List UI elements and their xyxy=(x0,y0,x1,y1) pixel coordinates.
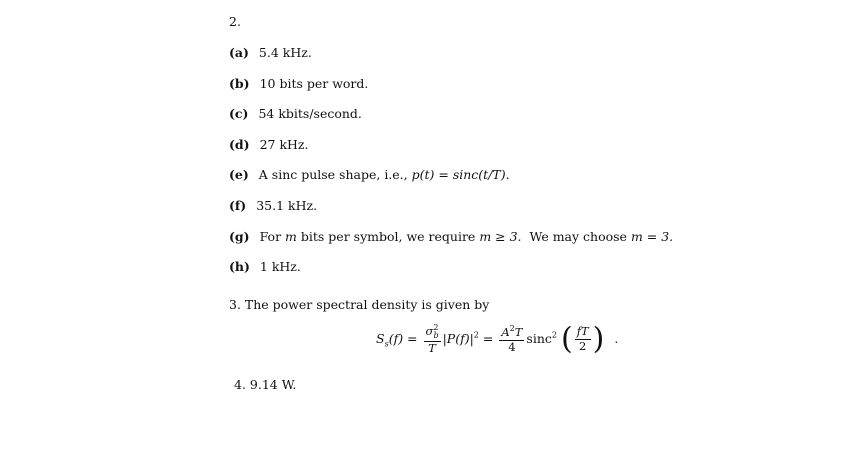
part-text: 5.4 kHz. xyxy=(258,45,312,60)
part-text: 1 kHz. xyxy=(259,259,301,274)
fraction-denominator: 4 xyxy=(508,339,516,354)
part-text: 54 kbits/second. xyxy=(258,106,362,121)
part-a xyxy=(229,45,312,60)
eq-lhs: S xyxy=(376,330,385,346)
part-label: (d) xyxy=(229,137,250,152)
part-label: (g) xyxy=(229,229,250,244)
fraction-sigma-over-t xyxy=(424,324,441,355)
t-symbol: T xyxy=(514,325,523,340)
fraction-ft-over-2 xyxy=(575,326,591,352)
fraction-numerator: fT xyxy=(576,324,589,339)
fraction-denominator: T xyxy=(428,341,436,356)
eq-equals: = xyxy=(482,330,494,346)
part-label: (e) xyxy=(229,167,249,182)
eq-middle-sup: 2 xyxy=(473,330,479,340)
part-label: (a) xyxy=(229,45,249,60)
inline-math: m ≥ 3. xyxy=(479,229,522,244)
sup: 2 xyxy=(433,323,439,332)
section-3-intro: 3. The power spectral density is given by xyxy=(229,297,490,312)
part-e xyxy=(229,167,510,182)
part-b xyxy=(229,76,368,91)
sinc-sup: 2 xyxy=(551,330,557,340)
part-c xyxy=(229,106,362,121)
part-label: (b) xyxy=(229,76,250,91)
section-2-number: 2. xyxy=(229,14,241,29)
part-label: (h) xyxy=(229,259,250,274)
part-text-suffix: . xyxy=(505,167,510,182)
section-4-answer: 4. 9.14 W. xyxy=(234,377,297,392)
fraction-denominator: 2 xyxy=(578,338,587,353)
eq-end-dot: . xyxy=(614,330,619,346)
fraction-numerator xyxy=(499,325,524,340)
part-text: A sinc pulse shape, i.e., xyxy=(258,167,408,182)
part-text: bits per symbol, we require xyxy=(300,229,476,244)
part-label: (f) xyxy=(229,198,247,213)
sigma-symbol: σ xyxy=(425,323,434,338)
left-paren: ( xyxy=(560,321,573,357)
part-d xyxy=(229,137,308,152)
part-text: For xyxy=(259,229,282,244)
part-g xyxy=(229,229,673,244)
part-h xyxy=(229,259,301,274)
part-label: (c) xyxy=(229,106,249,121)
inline-math: p(t) = sinc(t/T) xyxy=(411,167,506,182)
part-text: We may choose xyxy=(529,229,627,244)
inline-math: m = 3. xyxy=(630,229,674,244)
right-paren: ) xyxy=(592,321,605,357)
part-text: 27 kHz. xyxy=(259,137,309,152)
sup: 2 xyxy=(509,324,515,334)
part-text: 10 bits per word. xyxy=(259,76,369,91)
part-f xyxy=(229,198,317,213)
part-text: 35.1 kHz. xyxy=(256,198,318,213)
eq-lhs-arg: (f) = xyxy=(388,330,418,346)
eq-middle: |P(f)| xyxy=(442,330,474,346)
fraction-numerator xyxy=(424,324,441,342)
sub: b xyxy=(433,331,439,341)
sinc-function: sinc xyxy=(526,330,552,346)
inline-math: m xyxy=(285,229,297,244)
a-symbol: A xyxy=(501,325,510,340)
psd-equation xyxy=(376,321,619,357)
eq-lhs-sub: s xyxy=(384,339,389,349)
fraction-a2t-over-4 xyxy=(499,325,524,353)
